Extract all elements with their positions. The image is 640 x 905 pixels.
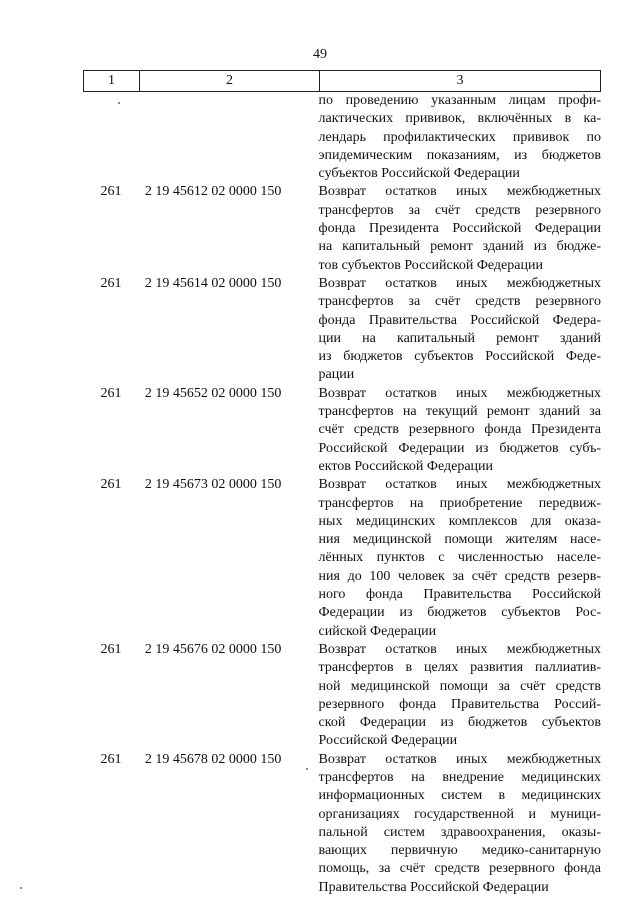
description-line: рации bbox=[318, 367, 355, 383]
budget-code: 2 19 45676 02 0000 150 bbox=[144, 641, 282, 657]
budget-code: 2 19 45652 02 0000 150 bbox=[144, 385, 282, 401]
description bbox=[319, 751, 601, 897]
description-line: сийской Федерации bbox=[318, 623, 437, 639]
description-line: ции на капитальный ремонт зданий bbox=[318, 330, 601, 346]
description bbox=[319, 476, 601, 641]
budget-code: 2 19 45612 02 0000 150 bbox=[144, 184, 282, 200]
admin-code: 261 bbox=[100, 385, 122, 401]
description-line: Российской Федерации из бюджетов субъ- bbox=[318, 440, 601, 456]
description-line: Возврат остатков иных межбюджетных bbox=[318, 385, 601, 401]
description bbox=[319, 183, 601, 274]
description-line: помощь, за счёт средств резервного фонда bbox=[318, 861, 601, 877]
admin-code: 261 bbox=[100, 275, 122, 291]
table-row bbox=[83, 751, 601, 897]
description-line: ного фонда Правительства Российской bbox=[318, 587, 601, 603]
description-line: трансфертов в целях развития паллиатив- bbox=[318, 660, 601, 676]
description-line: Российской Федерации bbox=[318, 733, 458, 749]
admin-code: 261 bbox=[100, 641, 122, 657]
header-col-1: 1 bbox=[84, 71, 140, 91]
description-line: эпидемическим показаниям, из бюджетов bbox=[318, 147, 601, 163]
table-row bbox=[83, 385, 601, 476]
table-row bbox=[83, 92, 601, 183]
description-line: ской Федерации из бюджетов субъектов bbox=[318, 715, 601, 731]
description-line: Возврат остатков иных межбюджетных bbox=[318, 751, 601, 767]
description-line: фонда Правительства Российской Федера- bbox=[318, 312, 601, 328]
description bbox=[319, 275, 601, 385]
description-line: трансфертов на приобретение передвиж- bbox=[318, 495, 601, 511]
description-line: трансфертов за счёт средств резервного bbox=[318, 294, 601, 310]
description-line: Правительства Российской Федерации bbox=[318, 879, 549, 895]
table-header bbox=[83, 70, 601, 92]
budget-code: 2 19 45673 02 0000 150 bbox=[144, 477, 282, 493]
description-line: трансфертов на текущий ремонт зданий за bbox=[318, 404, 601, 420]
description bbox=[319, 385, 601, 476]
description-line: Возврат остатков иных межбюджетных bbox=[318, 477, 601, 493]
description bbox=[319, 641, 601, 751]
description-line: лённых пунктов с численностью населе- bbox=[318, 550, 601, 566]
description-line: фонда Президента Российской Федерации bbox=[318, 221, 601, 237]
description-line: Федерации из бюджетов субъектов Рос- bbox=[318, 605, 601, 621]
table-row bbox=[83, 641, 601, 751]
description-line: организациях государственной и муници- bbox=[318, 806, 601, 822]
admin-code: 261 bbox=[100, 184, 122, 200]
header-col-2: 2 bbox=[140, 71, 320, 91]
description-line: счёт средств резервного фонда Президента bbox=[318, 422, 601, 438]
description-line: Возврат остатков иных межбюджетных bbox=[318, 184, 601, 200]
description-line: трансфертов на внедрение медицинских bbox=[318, 769, 601, 785]
description-line: ных медицинских комплексов для оказа- bbox=[318, 513, 601, 529]
scan-speck bbox=[118, 102, 120, 104]
description-line: на капитальный ремонт зданий из бюдже- bbox=[318, 239, 601, 255]
table-row bbox=[83, 476, 601, 641]
admin-code: 261 bbox=[100, 477, 122, 493]
header-col-3: 3 bbox=[456, 73, 464, 88]
description-line: пальной систем здравоохранения, оказы- bbox=[318, 824, 601, 840]
budget-code: 2 19 45614 02 0000 150 bbox=[144, 275, 282, 291]
scan-speck bbox=[306, 768, 308, 770]
table-row bbox=[83, 275, 601, 385]
description bbox=[319, 92, 601, 183]
admin-code: 261 bbox=[100, 751, 122, 767]
description-line: резервного фонда Правительства Россий- bbox=[318, 696, 601, 712]
description-line: ния до 100 человек за счёт средств резерв- bbox=[318, 568, 601, 584]
admin-code bbox=[83, 92, 139, 183]
budget-code: 2 19 45678 02 0000 150 bbox=[144, 751, 282, 767]
description-line: Возврат остатков иных межбюджетных bbox=[318, 275, 601, 291]
scan-speck bbox=[20, 887, 22, 889]
description-line: лактических прививок, включённых в ка- bbox=[318, 111, 601, 127]
description-line: ной медицинской помощи за счёт средств bbox=[318, 678, 601, 694]
description-line: из бюджетов субъектов Российской Феде- bbox=[318, 349, 601, 365]
description-line: Возврат остатков иных межбюджетных bbox=[318, 641, 601, 657]
description-line: субъектов Российской Федерации bbox=[318, 166, 520, 182]
description-line: тов субъектов Российской Федерации bbox=[318, 257, 543, 273]
description-line: трансфертов за счёт средств резервного bbox=[318, 202, 601, 218]
budget-code bbox=[139, 92, 319, 183]
table-row bbox=[83, 183, 601, 274]
table-body bbox=[83, 92, 601, 897]
description-line: информационных систем в медицинских bbox=[318, 788, 601, 804]
description-line: ния медицинской помощи жителям насе- bbox=[318, 532, 601, 548]
description-line: ектов Российской Федерации bbox=[318, 458, 494, 474]
description-line: по проведению указанным лицам профи- bbox=[318, 93, 601, 108]
description-line: вающих первичную медико-санитарную bbox=[318, 843, 601, 859]
page-number: 49 bbox=[313, 47, 327, 62]
description-line: лендарь профилактических прививок по bbox=[318, 129, 601, 145]
